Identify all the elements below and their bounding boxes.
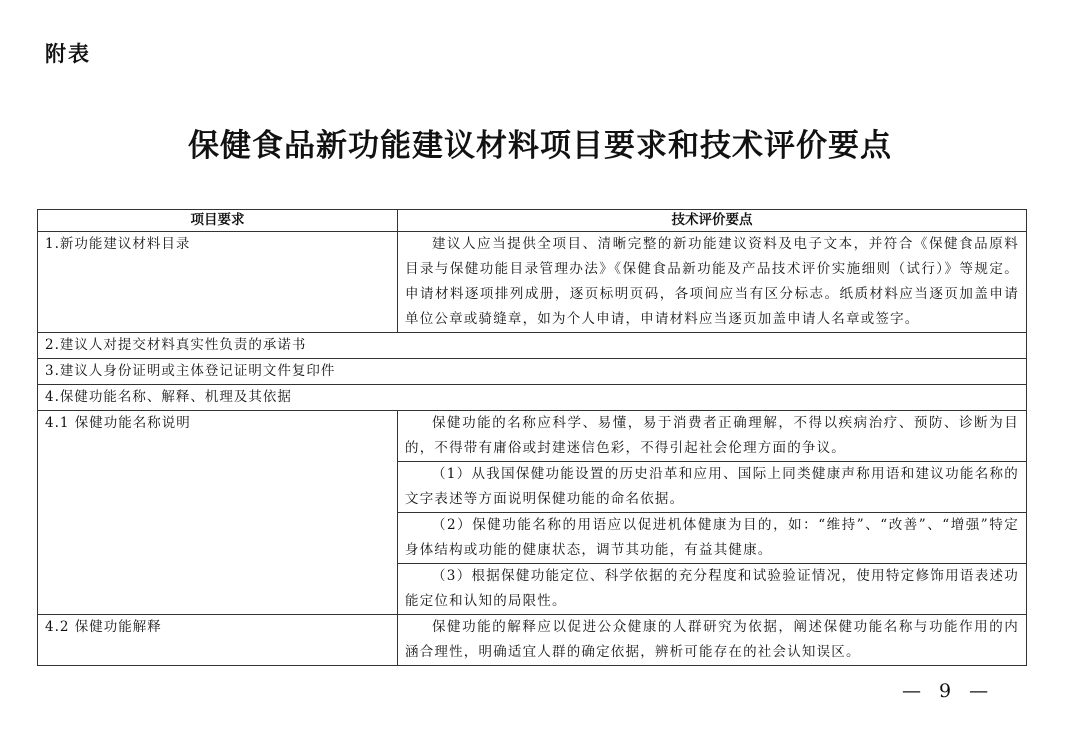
row-points-4-1-c: （2）保健功能名称的用语应以促进机体健康为目的，如：“维持”、“改善”、“增强”特定身体结构或功能的健康状态，调节其功能，有益其健康。	[398, 513, 1027, 564]
header-item-requirement: 项目要求	[38, 210, 398, 232]
row-points-4-1-b: （1）从我国保健功能设置的历史沿革和应用、国际上同类健康声称用语和建议功能名称的文字表述等方面说明保健功能的命名依据。	[398, 462, 1027, 513]
appendix-label: 附表	[45, 42, 91, 66]
table-row	[38, 333, 1027, 359]
row-points-4-1-d: （3）根据保健功能定位、科学依据的充分程度和试验验证情况，使用特定修饰用语表述功能定位和认知的局限性。	[398, 564, 1027, 615]
table-row	[38, 615, 1027, 666]
row-item-2: 2.建议人对提交材料真实性负责的承诺书	[38, 333, 1027, 359]
row-item-4-1: 4.1 保健功能名称说明	[38, 411, 398, 615]
row-item-4: 4.保健功能名称、解释、机理及其依据	[38, 385, 1027, 411]
row-points-4-1-a: 保健功能的名称应科学、易懂，易于消费者正确理解，不得以疾病治疗、预防、诊断为目的，不得带有庸俗或封建迷信色彩，不得引起社会伦理方面的争议。	[398, 411, 1027, 462]
requirements-table	[37, 209, 1027, 666]
page-number: — 9 —	[902, 680, 995, 702]
row-points-1: 建议人应当提供全项目、清晰完整的新功能建议资料及电子文本，并符合《保健食品原料目录与保健功能目录管理办法》《保健食品新功能及产品技术评价实施细则（试行）》等规定。申请材料逐项排列成册，逐页标明页码，各项间应当有区分标志。纸质材料应当逐页加盖申请单位公章或骑缝章，如为个人申请，申请材料应当逐页加盖申请人名章或签字。	[398, 232, 1027, 333]
row-item-4-2: 4.2 保健功能解释	[38, 615, 398, 666]
row-item-3: 3.建议人身份证明或主体登记证明文件复印件	[38, 359, 1027, 385]
table-row	[38, 385, 1027, 411]
document-title: 保健食品新功能建议材料项目要求和技术评价要点	[188, 128, 892, 164]
header-evaluation-points: 技术评价要点	[398, 210, 1027, 232]
row-points-4-2: 保健功能的解释应以促进公众健康的人群研究为依据，阐述保健功能名称与功能作用的内涵合理性，明确适宜人群的确定依据，辨析可能存在的社会认知误区。	[398, 615, 1027, 666]
table-row	[38, 359, 1027, 385]
table-row	[38, 411, 1027, 462]
table-header-row	[38, 210, 1027, 232]
row-item-1: 1.新功能建议材料目录	[38, 232, 398, 333]
table-row	[38, 232, 1027, 333]
